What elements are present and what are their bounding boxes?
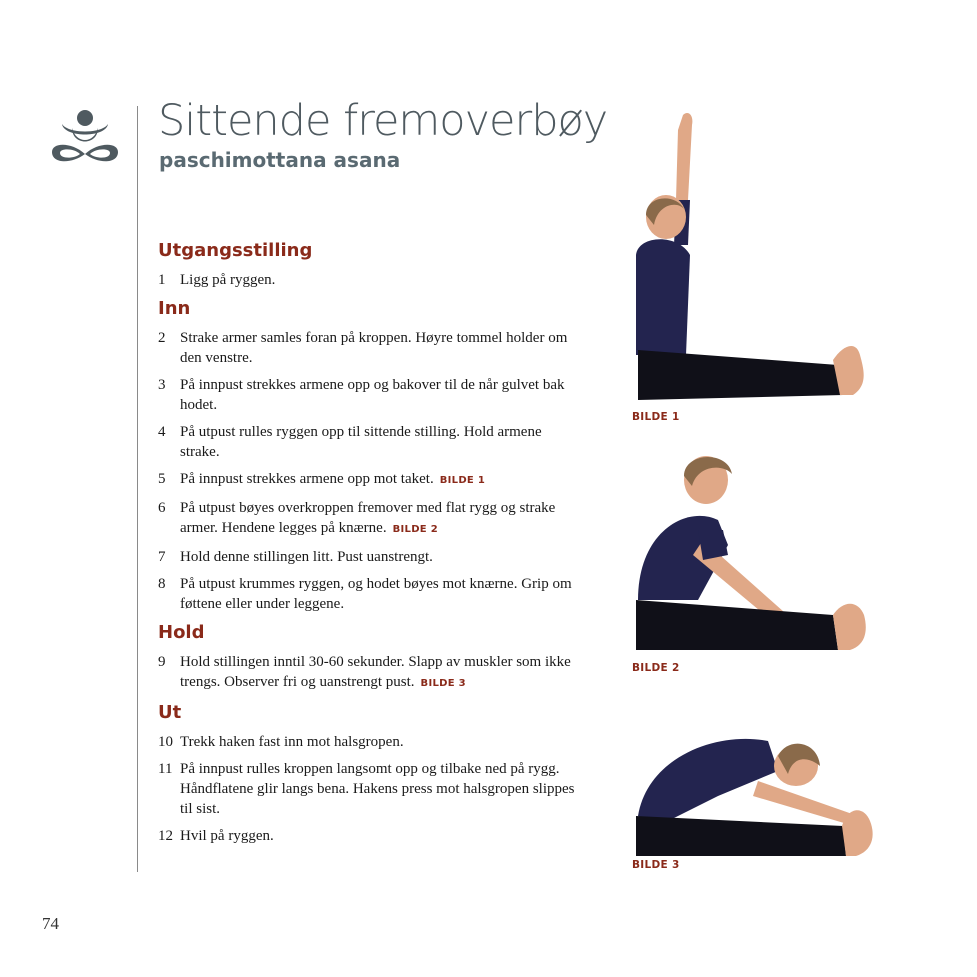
step-number: 3 <box>158 377 166 393</box>
figure-caption: BILDE 1 <box>632 411 680 423</box>
page-number: 74 <box>42 914 59 933</box>
step-text: På innpust strekkes armene opp mot taket. BILDE 1 <box>180 471 486 487</box>
step-text: Ligg på ryggen. <box>180 272 276 288</box>
figure-2-photo <box>628 450 888 660</box>
step-number: 2 <box>158 330 166 346</box>
step-item <box>158 328 578 368</box>
step-text: Hvil på ryggen. <box>180 828 274 844</box>
figure-caption: BILDE 3 <box>632 859 680 871</box>
step-number: 5 <box>158 471 166 487</box>
step-item <box>158 826 578 846</box>
figure-1-photo <box>628 105 888 405</box>
step-item <box>158 574 578 614</box>
step-number: 7 <box>158 549 166 565</box>
step-number: 6 <box>158 500 166 516</box>
meditation-logo-icon <box>42 104 128 174</box>
step-text: Hold stillingen inntil 30-60 sekunder. Slapp av muskler som ikke trengs. Observer fri og uanstrengt pust. BILDE 3 <box>180 654 571 690</box>
divider-line <box>137 106 138 872</box>
section-heading: Hold <box>158 622 205 643</box>
section-heading: Utgangsstilling <box>158 240 313 261</box>
instructions <box>158 240 578 854</box>
step-item <box>158 547 578 567</box>
step-text: På utpust rulles ryggen opp til sittende stilling. Hold armene strake. <box>180 424 542 460</box>
page-title: Sittende fremoverbøy <box>158 96 608 146</box>
step-number: 1 <box>158 272 166 288</box>
section-ut <box>158 702 578 846</box>
section-heading: Inn <box>158 298 191 319</box>
section-hold <box>158 622 578 694</box>
step-number: 9 <box>158 654 166 670</box>
section-utgangsstilling <box>158 240 578 290</box>
step-text: På innpust rulles kroppen langsomt opp og tilbake ned på rygg. Håndflatene glir langs bena. Hakens press mot halsgropen slippes til sist. <box>180 761 575 817</box>
figure-3-photo <box>628 726 888 861</box>
step-item <box>158 652 578 694</box>
step-number: 11 <box>158 761 173 777</box>
step-item <box>158 732 578 752</box>
step-number: 4 <box>158 424 166 440</box>
step-number: 10 <box>158 734 173 750</box>
section-inn <box>158 298 578 614</box>
step-text: Hold denne stillingen litt. Pust uanstrengt. <box>180 549 433 565</box>
step-item <box>158 498 578 540</box>
figure-reference: BILDE 1 <box>439 475 486 486</box>
step-text: På innpust strekkes armene opp og bakover til de når gulvet bak hodet. <box>180 377 565 413</box>
figure-caption: BILDE 2 <box>632 662 680 674</box>
figure-reference: BILDE 2 <box>392 524 438 535</box>
step-text: På utpust krummes ryggen, og hodet bøyes mot knærne. Grip om føttene eller under leggene. <box>180 576 572 612</box>
figure-reference: BILDE 3 <box>420 678 466 689</box>
step-item <box>158 469 578 491</box>
step-text: På utpust bøyes overkroppen fremover med flat rygg og strake armer. Hendene legges på knærne. BILDE 2 <box>180 500 556 536</box>
step-item <box>158 759 578 819</box>
section-heading: Ut <box>158 702 182 723</box>
step-number: 12 <box>158 828 173 844</box>
step-text: Trekk haken fast inn mot halsgropen. <box>180 734 404 750</box>
step-item <box>158 375 578 415</box>
step-text: Strake armer samles foran på kroppen. Høyre tommel holder om den venstre. <box>180 330 568 366</box>
step-number: 8 <box>158 576 166 592</box>
step-item <box>158 422 578 462</box>
page-subtitle: paschimottana asana <box>159 148 401 172</box>
step-item <box>158 270 578 290</box>
